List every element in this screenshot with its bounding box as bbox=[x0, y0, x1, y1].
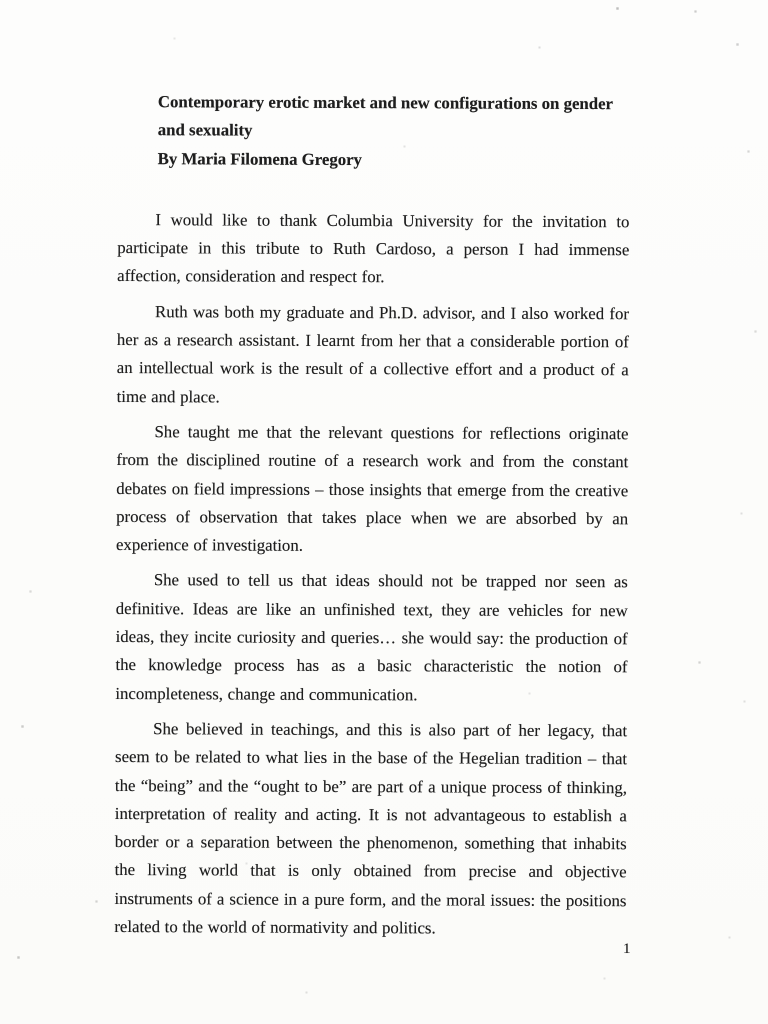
document-content bbox=[114, 88, 630, 944]
document-title-line-2: and sexuality bbox=[157, 120, 253, 140]
page-number: 1 bbox=[623, 941, 631, 957]
paragraph: Ruth was both my graduate and Ph.D. advisor, and I also worked for her as a research assistant. I learnt from her that a considerable portion of an intellectual work is the result of a collective effort and a product of a time and place. bbox=[116, 301, 630, 407]
paragraph: She believed in teachings, and this is also part of her legacy, that seem to be related to what lies in the base of the Hegelian tradition – that the “being” and the “ought to be” are part of a unique process of thinking, interpretation of reality and acting. It is not advantageous to establish a border or a separation between the phenomenon, something that inhabits the living world that is only obtained from precise and objective instruments of a science in a pure form, and the moral issues: the positions related to the world of normativity and politics. bbox=[114, 719, 628, 938]
paragraph: I would like to thank Columbia University for the invitation to participate in this tribute to Ruth Cardoso, a person I had immense affection, consideration and respect for. bbox=[117, 210, 630, 287]
paragraph: She taught me that the relevant questions for reflections originate from the disciplined routine of a research work and from the constant debates on field impressions – those insights that emerge from the creative process of observation that takes place when we are absorbed by an experience of investigation. bbox=[115, 422, 629, 555]
document-body bbox=[114, 206, 629, 944]
paragraph: She used to tell us that ideas should not be trapped nor seen as definitive. Ideas are like an unfinished text, they are vehicles for new ideas, they incite curiosity and queries… she would say: the production of the knowledge process has as a basic characteristic the notion of incompleteness, change and communication. bbox=[115, 570, 628, 704]
scan-noise-layer bbox=[0, 0, 1, 1]
document-title-line-1: Contemporary erotic market and new configurations on gender bbox=[157, 92, 614, 114]
document-byline: By Maria Filomena Gregory bbox=[157, 148, 363, 169]
document-heading bbox=[158, 88, 630, 175]
